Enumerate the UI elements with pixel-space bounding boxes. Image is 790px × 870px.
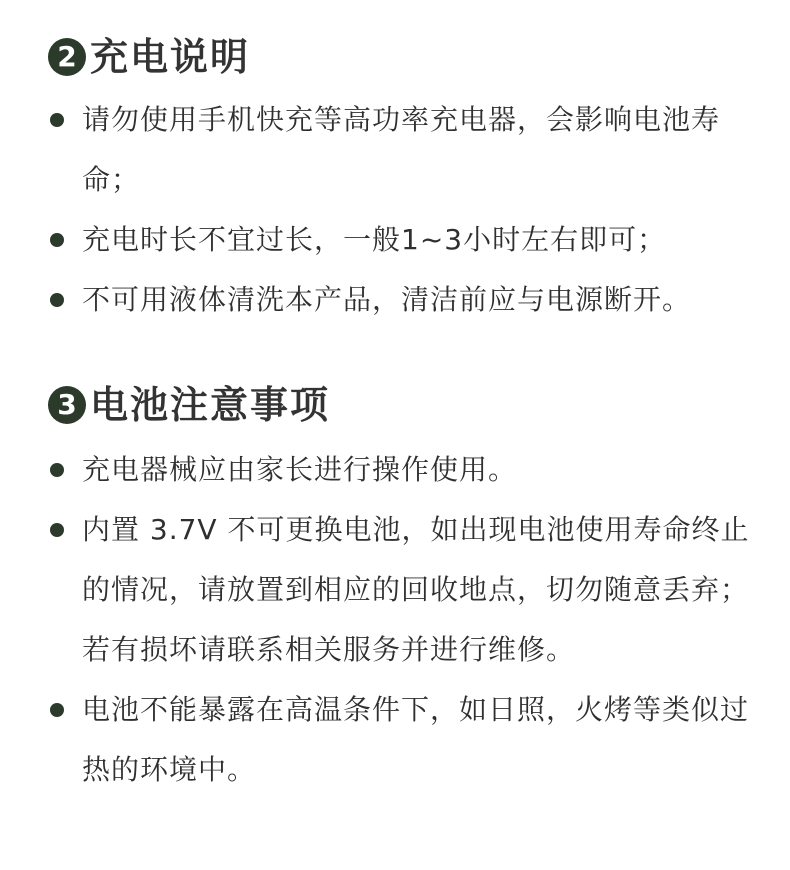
- bullet-dot-icon: [50, 523, 64, 537]
- list-item-text: 充电器械应由家长进行操作使用。: [82, 453, 518, 486]
- bullet-dot-icon: [50, 703, 64, 717]
- list-item-text: 不可用液体清洗本产品，清洁前应与电源断开。: [82, 283, 692, 316]
- section-title: 电池注意事项: [90, 383, 331, 427]
- instruction-list: [48, 440, 768, 800]
- section-heading: [48, 378, 768, 432]
- section-heading: [48, 30, 768, 84]
- list-item-text: 电池不能暴露在高温条件下，如日照，火烤等类似过热的环境中。: [82, 693, 750, 786]
- bullet-dot-icon: [50, 293, 64, 307]
- bullet-dot-icon: [50, 113, 64, 127]
- section-title: 充电说明: [90, 35, 251, 79]
- section-number-badge: 3: [48, 386, 86, 424]
- list-item: [48, 680, 768, 800]
- list-item: [48, 500, 768, 680]
- charging-instructions-section: [48, 30, 768, 330]
- list-item-text: 请勿使用手机快充等高功率充电器，会影响电池寿命；: [82, 103, 721, 196]
- list-item-text: 内置 3.7V 不可更换电池，如出现电池使用寿命终止的情况，请放置到相应的回收地点，切勿随意丢弃；若有损坏请联系相关服务并进行维修。: [82, 513, 750, 666]
- bullet-dot-icon: [50, 463, 64, 477]
- list-item: [48, 90, 768, 210]
- list-item: [48, 270, 768, 330]
- list-item-text: 充电时长不宜过长，一般1~3小时左右即可；: [82, 223, 667, 256]
- list-item: [48, 210, 768, 270]
- instruction-list: [48, 90, 768, 330]
- section-number-badge: 2: [48, 38, 86, 76]
- list-item: [48, 440, 768, 500]
- battery-notes-section: [48, 378, 768, 800]
- bullet-dot-icon: [50, 233, 64, 247]
